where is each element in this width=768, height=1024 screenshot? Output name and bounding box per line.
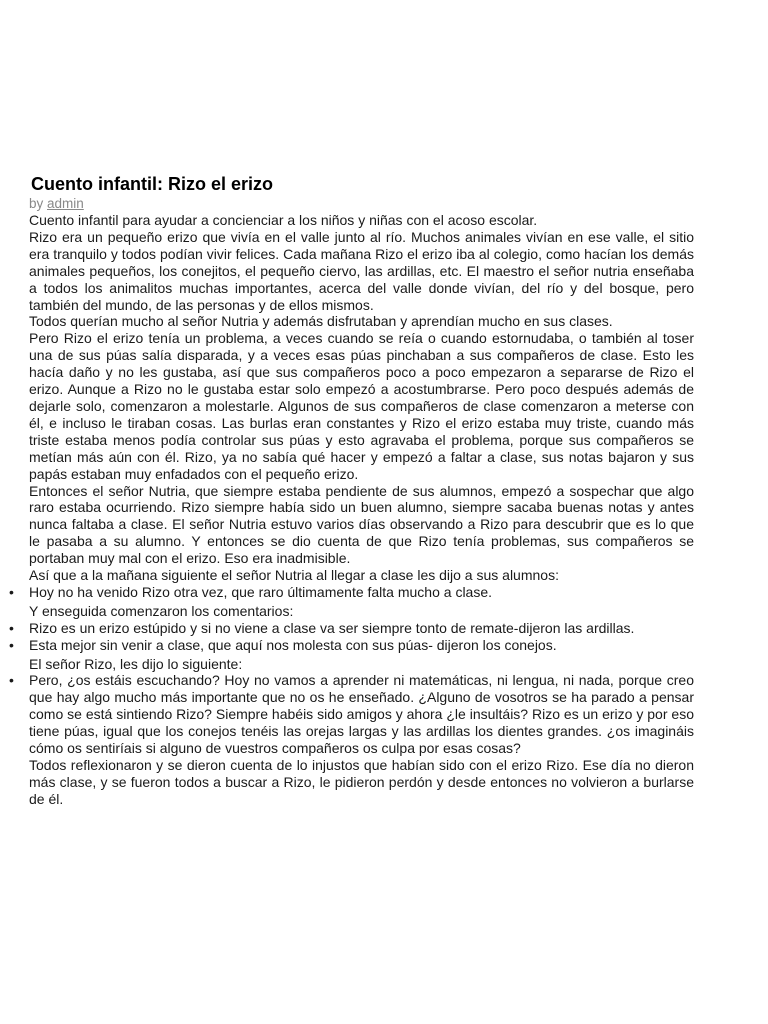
bullet-icon: •	[9, 672, 14, 689]
paragraph-4: Entonces el señor Nutria, que siempre estaba pendiente de sus alumnos, empezó a sospechar que algo raro estaba ocurriendo. Rizo siempre había sido un buen alumno, siempre sacaba buenas notas y antes nunca faltaba a clase. El señor Nutria estuvo varios días observando a Rizo para descubrir que es lo que le pasaba a su alumno. Y entonces se dio cuenta de que Rizo tenía problemas, sus compañeros se portaban muy mal con el erizo. Eso era inadmisible.	[29, 482, 694, 567]
bullet-icon: •	[9, 583, 14, 600]
bullet-text: Rizo es un erizo estúpido y si no viene a clase va ser siempre tonto de remate-dijeron las ardillas.	[29, 619, 635, 636]
byline	[29, 195, 694, 212]
transition-1: Y enseguida comenzaron los comentarios:	[29, 602, 294, 619]
bullet-icon: •	[9, 619, 14, 636]
list-item	[9, 583, 694, 601]
paragraph-2: Todos querían mucho al señor Nutria y además disfrutaban y aprendían mucho en sus clases.	[29, 313, 613, 330]
paragraph-1: Rizo era un pequeño erizo que vivía en el valle junto al río. Muchos animales vivían en ese valle, el sitio era tranquilo y todos podían vivir felices. Cada mañana Rizo el erizo iba al colegio, como hacían los demás animales pequeños, los conejitos, el pequeño ciervo, las ardillas, etc. El maestro el señor nutria enseñaba a todos los animalitos muchas importantes, acerca del valle donde vivían, del río y del bosque, pero también del mundo, de las personas y de ellos mismos.	[29, 228, 694, 313]
bullet-text: Esta mejor sin venir a clase, que aquí nos molesta con sus púas- dijeron los conejos.	[29, 636, 557, 653]
list-item	[9, 636, 694, 654]
bullet-icon: •	[9, 636, 14, 653]
author-link[interactable]: admin	[47, 196, 84, 211]
quote-list-1	[9, 583, 694, 601]
quote-list-3	[9, 672, 694, 757]
bullet-text: Hoy no ha venido Rizo otra vez, que raro últimamente falta mucho a clase.	[29, 583, 493, 600]
closing-paragraph: Todos reflexionaron y se dieron cuenta de lo injustos que habían sido con el erizo Rizo. Ese día no dieron más clase, y se fueron todos a buscar a Rizo, le pidieron perdón y desde entonces no volvieron a burlarse de él.	[29, 757, 694, 807]
transition-2: El señor Rizo, les dijo lo siguiente:	[29, 655, 243, 672]
article	[9, 173, 694, 808]
intro-paragraph: Cuento infantil para ayudar a concienciar a los niños y niñas con el acoso escolar.	[29, 212, 538, 228]
list-item	[9, 672, 694, 757]
quote-list-2	[9, 619, 694, 654]
byline-prefix: by	[29, 196, 48, 211]
article-title: Cuento infantil: Rizo el erizo	[31, 174, 273, 194]
bullet-text: Pero, ¿os estáis escuchando? Hoy no vamos a aprender ni matemáticas, ni lengua, ni nada, porque creo que hay algo mucho más importante que no os he enseñado. ¿Alguno de vosotros se ha parado a pensar como se está sintiendo Rizo? Siempre habéis sido amigos y ahora ¿le insultáis? Rizo es un erizo y por eso tiene púas, igual que los conejos tenéis las orejas largas y las ardillas los dientes grandes. ¿os imagináis cómo os sentiríais si alguno de vuestros compañeros os culpa por esas cosas?	[29, 672, 694, 757]
paragraph-5: Así que a la mañana siguiente el señor Nutria al llegar a clase les dijo a sus alumnos:	[29, 567, 559, 584]
paragraph-3: Pero Rizo el erizo tenía un problema, a veces cuando se reía o cuando estornudaba, o también al toser una de sus púas salía disparada, y a veces esas púas pinchaban a sus compañeros de clase. Esto les hacía daño y no les gustaba, así que sus compañeros poco a poco empezaron a separarse de Rizo el erizo. Aunque a Rizo no le gustaba estar solo empezó a acostumbrarse. Pero poco después además de dejarle solo, comenzaron a molestarle. Algunos de sus compañeros de clase comenzaron a meterse con él, e incluso le tiraban cosas. Las burlas eran constantes y Rizo el erizo estaba muy triste, cuando más triste estaba menos podía controlar sus púas y esto agravaba el problema, porque sus compañeros se metían más aún con él. Rizo, ya no sabía qué hacer y empezó a faltar a clase, sus notas bajaron y sus papás estaban muy enfadados con el pequeño erizo.	[29, 330, 694, 482]
list-item	[9, 619, 694, 637]
